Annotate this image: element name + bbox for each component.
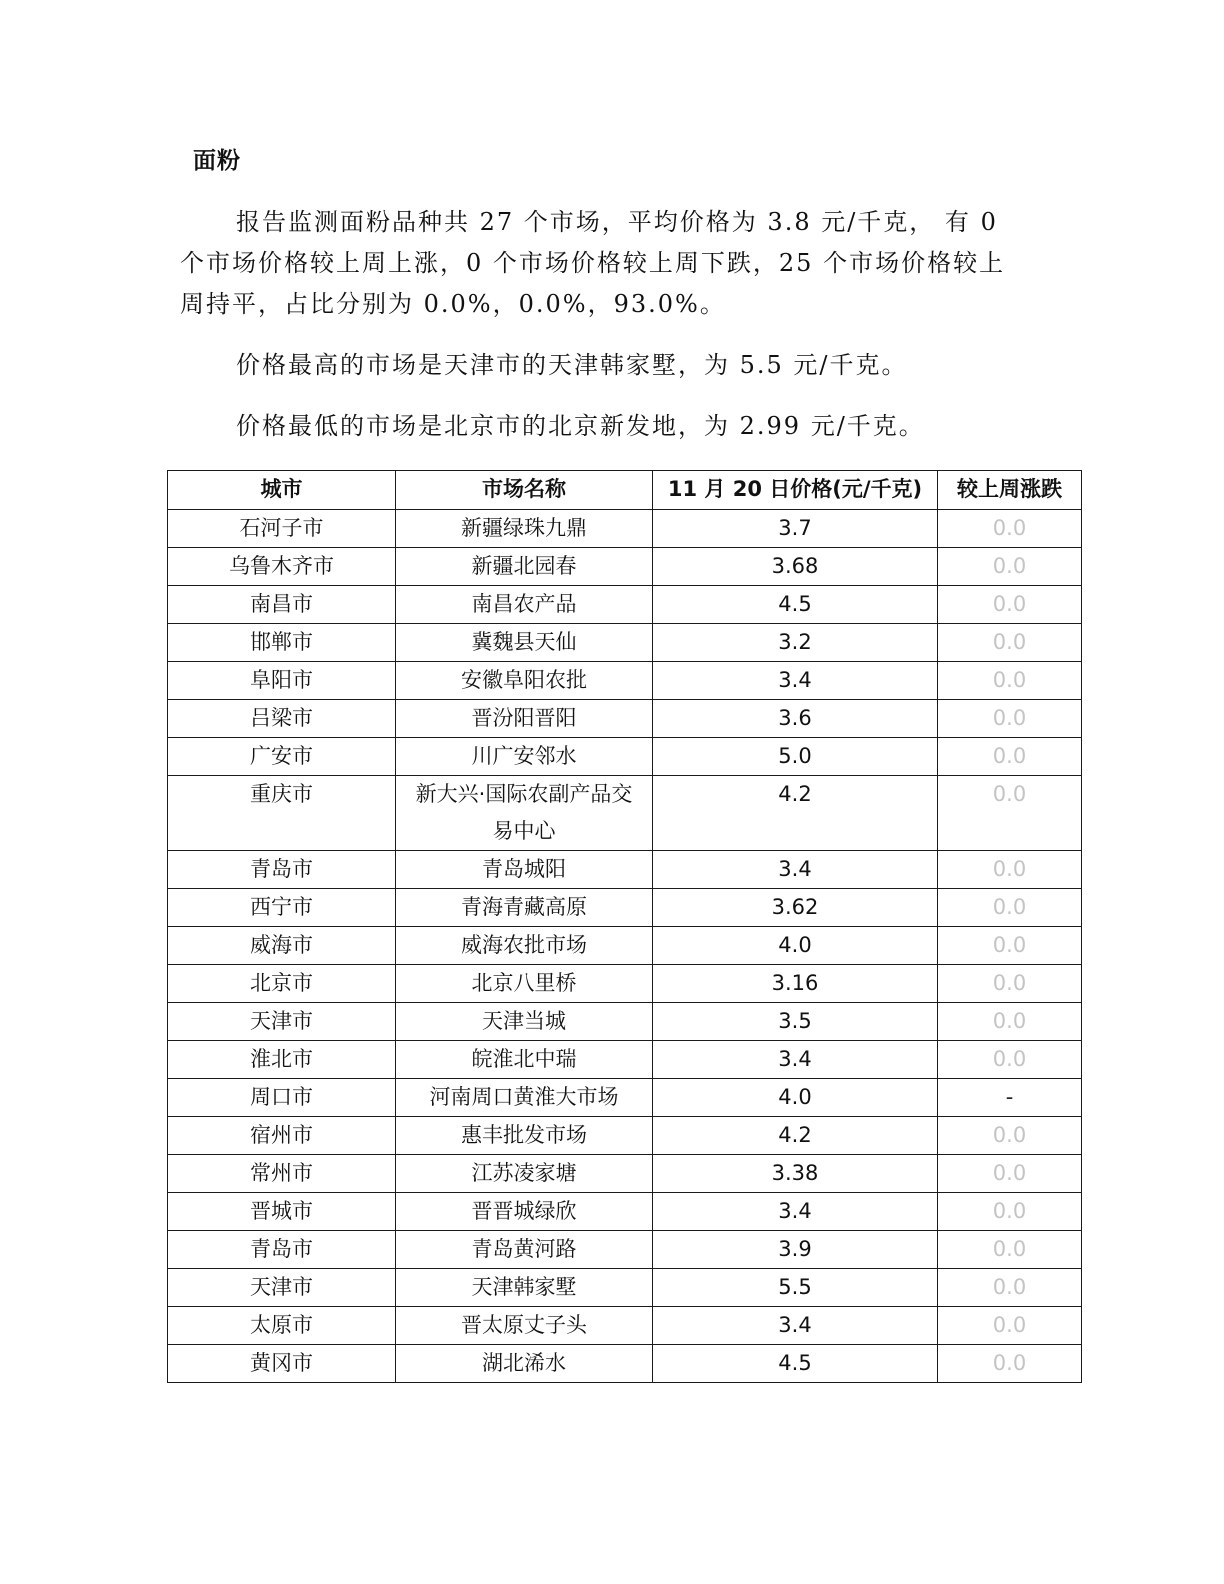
table-row [168,662,1082,700]
city-cell: 青岛市 [168,851,396,889]
table-row [168,1269,1082,1307]
price-cell: 5.0 [653,738,938,776]
price-cell: 3.38 [653,1155,938,1193]
table-row [168,1231,1082,1269]
market-name-cell: 青岛黄河路 [396,1231,653,1269]
table-row [168,510,1082,548]
price-cell: 5.5 [653,1269,938,1307]
table-row [168,1193,1082,1231]
highest-price-paragraph: 价格最高的市场是天津市的天津韩家墅，为 5.5 元/千克。 [236,351,908,379]
table-row [168,851,1082,889]
city-cell: 晋城市 [168,1193,396,1231]
table-body [168,510,1082,1383]
change-cell: 0.0 [938,1041,1082,1079]
market-name-cell: 青岛城阳 [396,851,653,889]
table-row [168,548,1082,586]
city-cell: 青岛市 [168,1231,396,1269]
city-cell: 天津市 [168,1269,396,1307]
change-cell: 0.0 [938,965,1082,1003]
table-row [168,1307,1082,1345]
summary-paragraph: 报告监测面粉品种共 27 个市场，平均价格为 3.8 元/千克， 有 0 个市场价格较上周上涨，0 个市场价格较上周下跌，25 个市场价格较上周持平，占比分别为 0.0%，0.0%，93.0%。 [180,208,1006,318]
price-cell: 3.62 [653,889,938,927]
market-name-cell: 河南周口黄淮大市场 [396,1079,653,1117]
change-cell: 0.0 [938,510,1082,548]
market-name-cell: 威海农批市场 [396,927,653,965]
change-cell: 0.0 [938,738,1082,776]
price-cell: 3.4 [653,662,938,700]
change-cell: 0.0 [938,586,1082,624]
change-cell: 0.0 [938,851,1082,889]
city-cell: 黄冈市 [168,1345,396,1383]
change-cell: 0.0 [938,700,1082,738]
change-cell: 0.0 [938,1117,1082,1155]
price-table [167,470,1082,1383]
table-row [168,738,1082,776]
market-name-cell: 晋晋城绿欣 [396,1193,653,1231]
city-cell: 邯郸市 [168,624,396,662]
market-name-cell: 安徽阜阳农批 [396,662,653,700]
price-cell: 3.5 [653,1003,938,1041]
price-cell: 4.0 [653,927,938,965]
table-row [168,1041,1082,1079]
section-heading: 面粉 [193,147,241,174]
market-name-cell: 天津韩家墅 [396,1269,653,1307]
table-row [168,1117,1082,1155]
city-cell: 乌鲁木齐市 [168,548,396,586]
city-cell: 常州市 [168,1155,396,1193]
change-cell: 0.0 [938,927,1082,965]
change-cell: 0.0 [938,624,1082,662]
change-cell: 0.0 [938,548,1082,586]
change-cell: - [938,1079,1082,1117]
table-row [168,586,1082,624]
market-name-cell: 冀魏县天仙 [396,624,653,662]
city-cell: 周口市 [168,1079,396,1117]
change-cell: 0.0 [938,1345,1082,1383]
change-cell: 0.0 [938,662,1082,700]
price-cell: 3.7 [653,510,938,548]
city-cell: 北京市 [168,965,396,1003]
market-name-cell: 川广安邻水 [396,738,653,776]
table-row [168,927,1082,965]
city-cell: 淮北市 [168,1041,396,1079]
market-name-cell: 晋太原丈子头 [396,1307,653,1345]
market-name-cell: 青海青藏高原 [396,889,653,927]
change-cell: 0.0 [938,1155,1082,1193]
change-cell: 0.0 [938,889,1082,927]
market-name-cell: 天津当城 [396,1003,653,1041]
change-cell: 0.0 [938,1269,1082,1307]
city-cell: 太原市 [168,1307,396,1345]
city-cell: 石河子市 [168,510,396,548]
price-cell: 4.0 [653,1079,938,1117]
price-cell: 3.4 [653,1193,938,1231]
change-cell: 0.0 [938,1003,1082,1041]
header-market-name: 市场名称 [396,471,653,510]
table-header-row [168,471,1082,510]
header-weekly-change: 较上周涨跌 [938,471,1082,510]
price-cell: 4.2 [653,776,938,851]
city-cell: 吕梁市 [168,700,396,738]
city-cell: 宿州市 [168,1117,396,1155]
price-cell: 4.5 [653,586,938,624]
change-cell: 0.0 [938,1193,1082,1231]
city-cell: 南昌市 [168,586,396,624]
market-name-cell: 南昌农产品 [396,586,653,624]
table-row [168,1345,1082,1383]
table-row [168,776,1082,851]
change-cell: 0.0 [938,1231,1082,1269]
change-cell: 0.0 [938,776,1082,851]
market-name-cell: 新疆绿珠九鼎 [396,510,653,548]
price-cell: 3.4 [653,851,938,889]
city-cell: 天津市 [168,1003,396,1041]
market-name-cell: 惠丰批发市场 [396,1117,653,1155]
city-cell: 阜阳市 [168,662,396,700]
header-city: 城市 [168,471,396,510]
price-cell: 3.2 [653,624,938,662]
market-name-cell: 北京八里桥 [396,965,653,1003]
table-row [168,700,1082,738]
city-cell: 广安市 [168,738,396,776]
change-cell: 0.0 [938,1307,1082,1345]
table-row [168,889,1082,927]
city-cell: 西宁市 [168,889,396,927]
market-name-cell: 新疆北园春 [396,548,653,586]
price-cell: 3.68 [653,548,938,586]
price-cell: 4.5 [653,1345,938,1383]
market-name-cell: 晋汾阳晋阳 [396,700,653,738]
price-cell: 3.4 [653,1307,938,1345]
city-cell: 重庆市 [168,776,396,851]
table-row [168,1003,1082,1041]
table-row [168,1155,1082,1193]
price-cell: 3.16 [653,965,938,1003]
header-price: 11 月 20 日价格(元/千克) [653,471,938,510]
table-row [168,1079,1082,1117]
market-name-cell: 新大兴·国际农副产品交易中心 [396,776,653,851]
table-row [168,624,1082,662]
lowest-price-paragraph: 价格最低的市场是北京市的北京新发地，为 2.99 元/千克。 [236,412,925,440]
market-name-cell: 湖北浠水 [396,1345,653,1383]
price-cell: 3.9 [653,1231,938,1269]
table-row [168,965,1082,1003]
market-name-cell: 江苏凌家塘 [396,1155,653,1193]
price-cell: 3.4 [653,1041,938,1079]
price-cell: 4.2 [653,1117,938,1155]
market-name-cell: 皖淮北中瑞 [396,1041,653,1079]
city-cell: 威海市 [168,927,396,965]
price-cell: 3.6 [653,700,938,738]
